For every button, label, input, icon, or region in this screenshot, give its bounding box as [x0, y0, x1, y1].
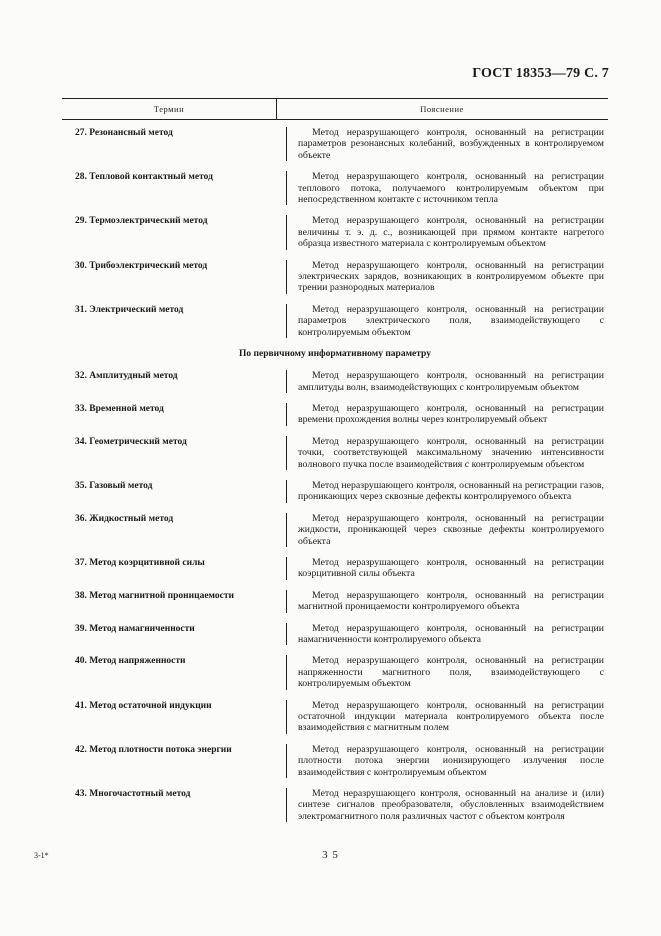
explanation-cell: Метод неразрушающего контроля, основанный на регистрации точки, соответствующей максимальному значению интенсивности волнового пучка после взаимодействия с контролируемым объектом — [286, 436, 604, 470]
page-number: 3 5 — [322, 849, 339, 861]
term-cell: 35. Газовый метод — [75, 480, 153, 491]
explanation-cell: Метод неразрушающего контроля, основанный на регистрации электрических зарядов, возникающих в контролируемом объекте при трении разнородных материалов — [286, 260, 604, 294]
explanation-cell: Метод неразрушающего контроля, основанный на регистрации жидкости, проникающей через сквозные дефекты контролируемого объекта — [286, 513, 604, 547]
table-row — [62, 171, 608, 205]
explanation-cell: Метод неразрушающего контроля, основанный на анализе и (или) синтезе сигналов преобразователя, обусловленных взаимодействием электромагнитного поля различных частот с объектом контроля — [286, 788, 604, 822]
term-cell: 39. Метод намагниченности — [75, 623, 195, 634]
term-cell: 42. Метод плотности потока энергии — [75, 744, 232, 755]
footer-signature-mark: 3-1* — [34, 851, 49, 860]
explanation-cell: Метод неразрушающего контроля, основанный на регистрации плотности потока энергии ионизирующего излучения после взаимодействия с контролируемым объектом — [286, 744, 604, 778]
explanation-cell: Метод неразрушающего контроля, основанный на регистрации газов, проникающих через сквозные дефекты контролируемого объекта — [286, 480, 604, 503]
column-header-explanation: Пояснение — [420, 104, 464, 114]
explanation-cell: Метод неразрушающего контроля, основанный на регистрации амплитуды волн, взаимодействующих с контролируемым объектом — [286, 370, 604, 393]
table-row — [62, 655, 608, 689]
table-row — [62, 557, 608, 580]
table-row — [62, 788, 608, 822]
table-row — [62, 370, 608, 393]
table-row — [62, 403, 608, 426]
term-cell: 30. Трибоэлектрический метод — [75, 260, 208, 271]
table-row — [62, 480, 608, 503]
term-cell: 33. Временной метод — [75, 403, 164, 414]
explanation-cell: Метод неразрушающего контроля, основанный на регистрации намагниченности контролируемого объекта — [286, 623, 604, 646]
explanation-cell: Метод неразрушающего контроля, основанный на регистрации величины т. э. д. с., возникающей при прямом контакте нагретого образца известного материала с контролируемым объектом — [286, 215, 604, 249]
term-cell: 29. Термоэлектрический метод — [75, 216, 208, 227]
column-header-term: Термин — [153, 104, 185, 114]
term-cell: 43. Многочастотный метод — [75, 789, 191, 800]
table-row — [62, 513, 608, 547]
table-body — [62, 127, 608, 832]
explanation-cell: Метод неразрушающего контроля, основанный на регистрации времени прохождения волны через контролируемый объект — [286, 403, 604, 426]
term-cell: 27. Резонансный метод — [75, 128, 173, 138]
explanation-cell: Метод неразрушающего контроля, основанный на регистрации теплового потока, получаемого контролируемым объектом при непосредственном контакте с источником тепла — [286, 171, 604, 205]
table-row — [62, 304, 608, 338]
table-row — [62, 127, 608, 161]
table-column-headers — [62, 99, 608, 119]
explanation-cell: Метод неразрушающего контроля, основанный на регистрации параметров электрического поля, взаимодействующего с контролируемым объектом — [286, 304, 604, 338]
table-header-rule — [62, 119, 608, 120]
term-cell: 32. Амплитудный метод — [75, 371, 178, 382]
explanation-cell: Метод неразрушающего контроля, основанный на регистрации напряженности магнитного поля, взаимодействующего с контролируемым объектом — [286, 655, 604, 689]
table-row — [62, 215, 608, 249]
term-cell: 36. Жидкостный метод — [75, 513, 174, 524]
table-row — [62, 700, 608, 734]
term-cell: 31. Электрический метод — [75, 304, 184, 315]
term-cell: 34. Геометрический метод — [75, 436, 187, 447]
term-cell: 38. Метод магнитной проницаемости — [75, 590, 235, 601]
section-heading: По первичному информативному параметру — [239, 349, 431, 360]
page-header-title: ГОСТ 18353—79 С. 7 — [472, 66, 609, 81]
term-cell: 41. Метод остаточной индукции — [75, 700, 212, 711]
explanation-cell: Метод неразрушающего контроля, основанный на регистрации параметров резонансных колебаний, возбужденных в контролируемом объекте — [286, 127, 604, 161]
table-row — [62, 744, 608, 778]
table-row — [62, 590, 608, 613]
explanation-cell: Метод неразрушающего контроля, основанный на регистрации магнитной проницаемости контролируемого объекта — [286, 590, 604, 613]
table-row — [62, 623, 608, 646]
explanation-cell: Метод неразрушающего контроля, основанный на регистрации коэрцитивной силы объекта — [286, 557, 604, 580]
term-cell: 28. Тепловой контактный метод — [75, 172, 213, 183]
explanation-cell: Метод неразрушающего контроля, основанный на регистрации остаточной индукции материала контролируемого объекта после взаимодействия с магнитным полем — [286, 700, 604, 734]
term-cell: 37. Метод коэрцитивной силы — [75, 557, 205, 568]
term-cell: 40. Метод напряженности — [75, 656, 186, 667]
table-row — [62, 436, 608, 470]
table-row — [62, 260, 608, 294]
header-divider — [276, 98, 277, 119]
